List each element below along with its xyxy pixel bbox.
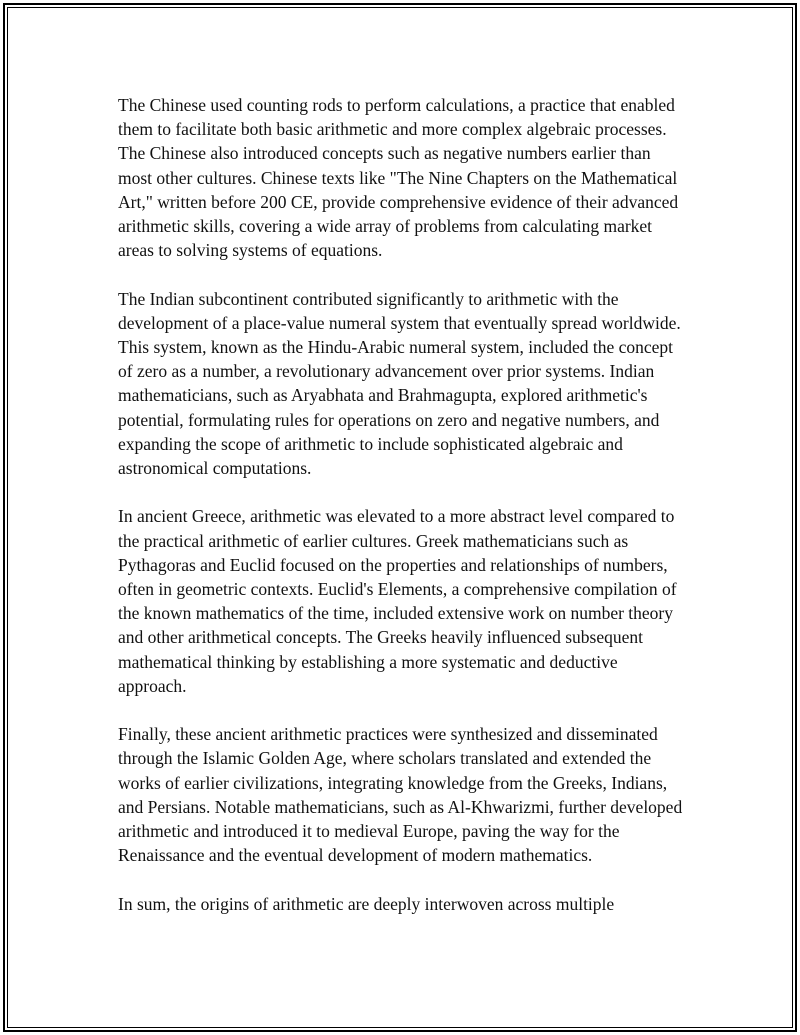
paragraph-islamic-golden-age: Finally, these ancient arithmetic practices were synthesized and disseminated through the Islamic Golden Age, where scholars translated and extended the works of earlier civilizations, integrating knowledge from the Greeks, Indians, and Persians. Notable mathematicians, such as Al-Khwarizmi, further developed arithmetic and introduced it to medieval Europe, paving the way for the Renaissance and the eventual development of modern mathematics. bbox=[118, 724, 683, 866]
document-body bbox=[118, 93, 688, 940]
paragraph-indian-arithmetic: The Indian subcontinent contributed significantly to arithmetic with the development of a place-value numeral system that eventually spread worldwide. This system, known as the Hindu-Arabic numeral system, included the concept of zero as a number, a revolutionary advancement over prior systems. Indian mathematicians, such as Aryabhata and Brahmagupta, explored arithmetic's potential, formulating rules for operations on zero and negative numbers, and expanding the scope of arithmetic to include sophisticated algebraic and astronomical computations. bbox=[118, 288, 681, 479]
paragraph-summary: In sum, the origins of arithmetic are deeply interwoven across multiple bbox=[118, 893, 615, 914]
paragraph-greek-arithmetic: In ancient Greece, arithmetic was elevated to a more abstract level compared to the practical arithmetic of earlier cultures. Greek mathematicians such as Pythagoras and Euclid focused on the properties and relationships of numbers, often in geometric contexts. Euclid's Elements, a comprehensive compilation of the known mathematics of the time, included extensive work on number theory and other arithmetical concepts. The Greeks heavily influenced subsequent mathematical thinking by establishing a more systematic and deductive approach. bbox=[118, 506, 677, 696]
paragraph-chinese-arithmetic: The Chinese used counting rods to perform calculations, a practice that enabled them to facilitate both basic arithmetic and more complex algebraic processes. The Chinese also introduced concepts such as negative numbers earlier than most other cultures. Chinese texts like "The Nine Chapters on the Mathematical Art," written before 200 CE, provide comprehensive evidence of their advanced arithmetic skills, covering a wide array of problems from calculating market areas to solving systems of equations. bbox=[118, 95, 679, 261]
